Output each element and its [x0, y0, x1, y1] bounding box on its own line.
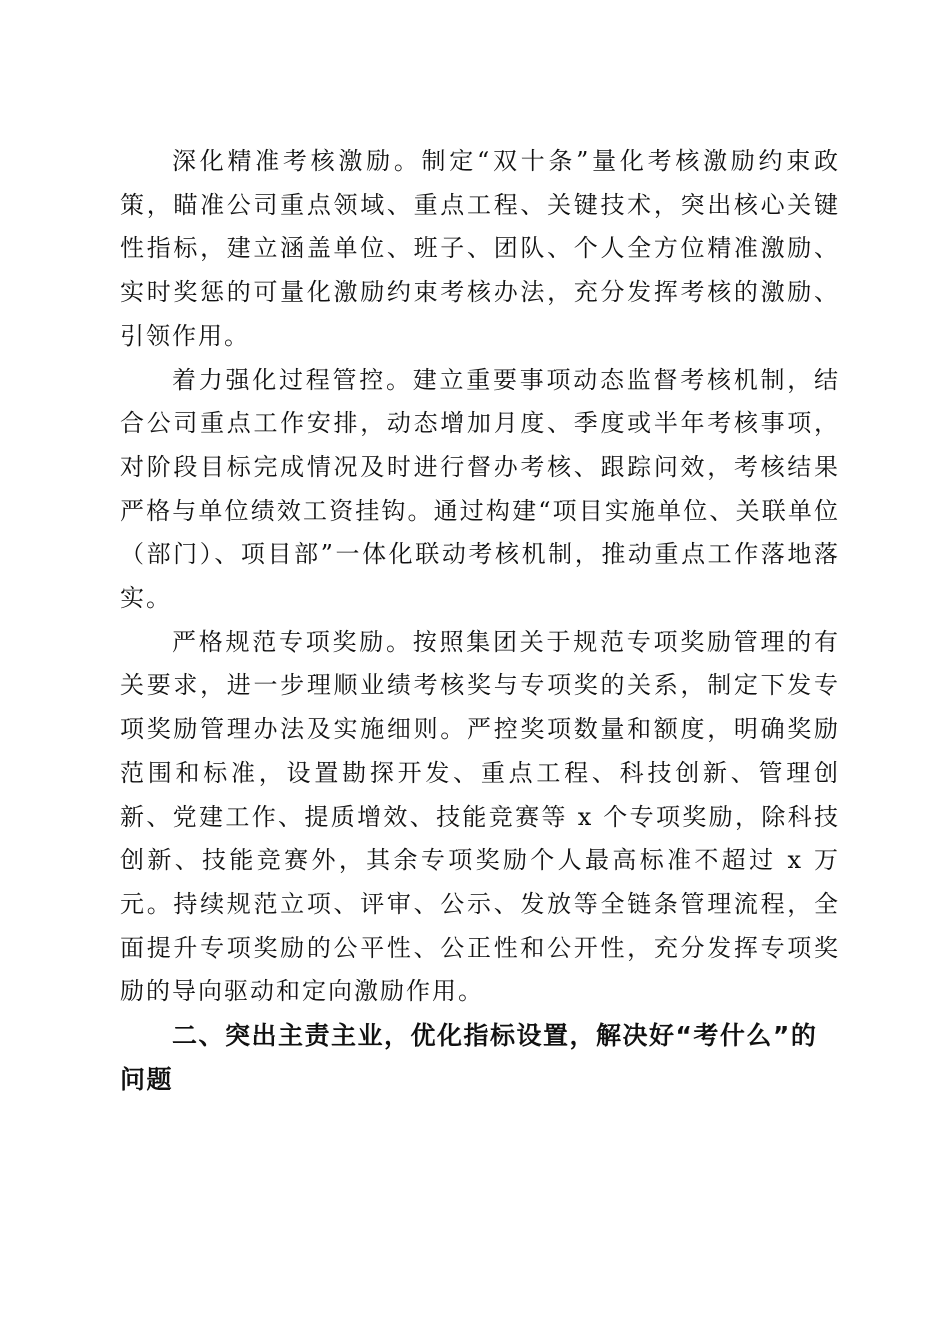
section-heading: 二、突出主责主业，优化指标设置，解决好“考什么”的问题	[120, 1021, 818, 1094]
paragraph-special-awards: 严格规范专项奖励。按照集团关于规范专项奖励管理的有关要求，进一步理顺业绩考核奖与专项奖的关系，制定下发专项奖励管理办法及实施细则。严控奖项数量和额度，明确奖励范围和标准，设置勘探开发、重点工程、科技创新、管理创新、党建工作、提质增效、技能竞赛等 x 个专项奖励，除科技创新、技能竞赛外，其余专项奖励个人最高标准不超过 x 万元。持续规范立项、评审、公示、发放等全链条管理流程，全面提升专项奖励的公平性、公正性和公开性，充分发挥专项奖励的导向驱动和定向激励作用。	[120, 627, 840, 1006]
paragraph-assessment-incentive: 深化精准考核激励。制定“双十条”量化考核激励约束政策，瞄准公司重点领域、重点工程、关键技术，突出核心关键性指标，建立涵盖单位、班子、团队、个人全方位精准激励、实时奖惩的可量化激励约束考核办法，充分发挥考核的激励、引领作用。	[120, 147, 840, 350]
paragraph-process-control: 着力强化过程管控。建立重要事项动态监督考核机制，结合公司重点工作安排，动态增加月度、季度或半年考核事项，对阶段目标完成情况及时进行督办考核、跟踪问效，考核结果严格与单位绩效工资挂钩。通过构建“项目实施单位、关联单位（部门）、项目部”一体化联动考核机制，推动重点工作落地落实。	[120, 365, 840, 613]
document-page	[120, 140, 840, 1101]
